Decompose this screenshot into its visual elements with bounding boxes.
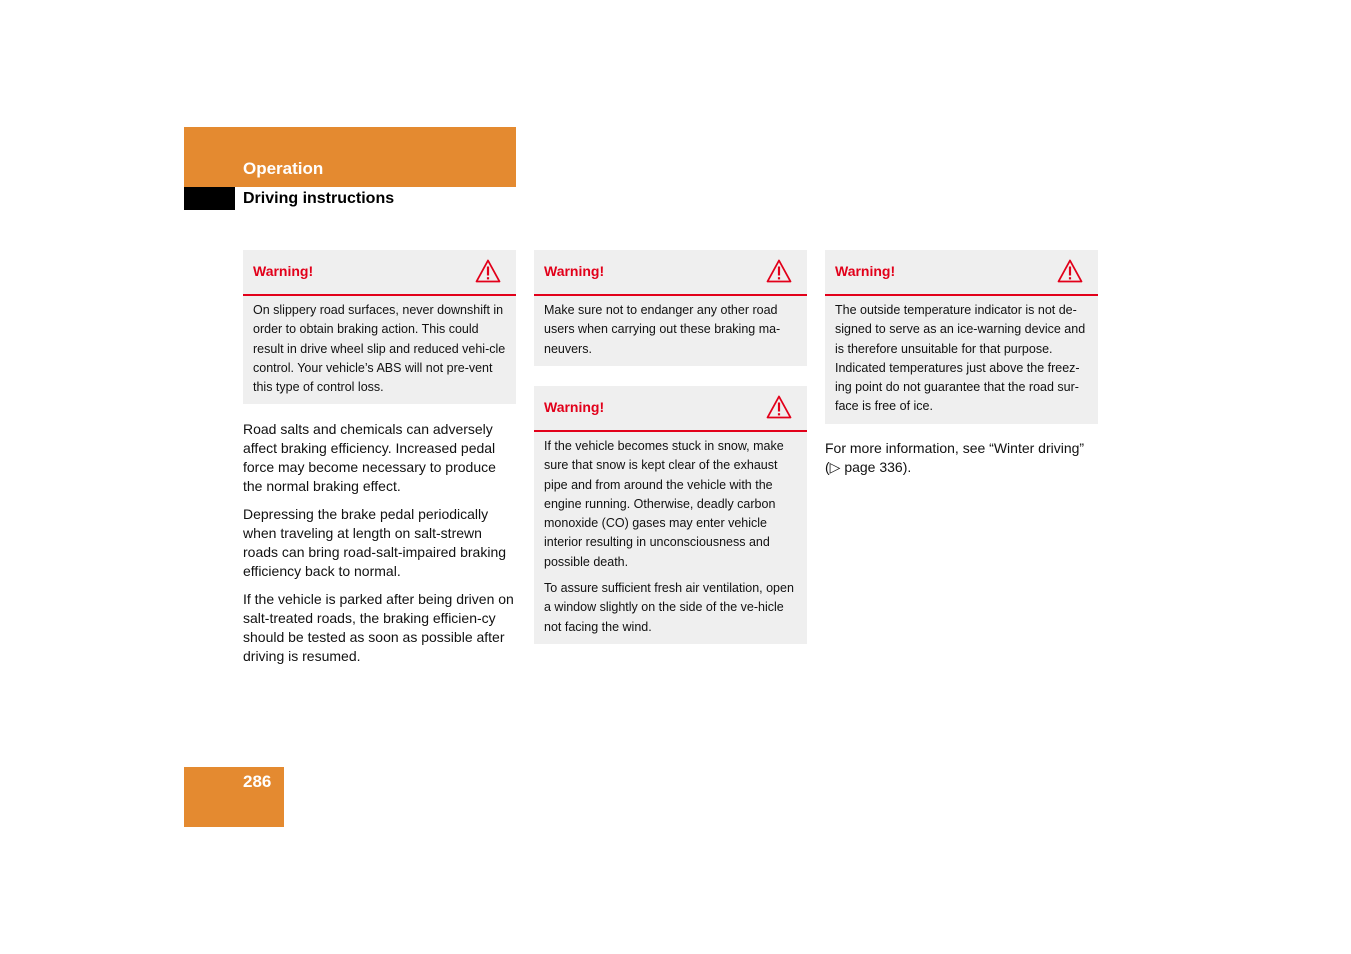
warning-text: The outside temperature indicator is not de-signed to serve as an ice-warning device and is therefore unsuitable for that purpose. Indicated temperatures just above the freez-ing point do not guarantee that the road sur-face is free of ice. [835, 303, 1086, 414]
warning-triangle-icon [1057, 259, 1083, 283]
page-number: 286 [243, 772, 272, 791]
warning-triangle-icon [766, 259, 792, 283]
warning-text: To assure sufficient fresh air ventilation, open a window slightly on the side of the ve-hicle not facing the wind. [544, 581, 794, 634]
warning-body [534, 296, 807, 366]
subsection-title: Driving instructions [243, 190, 395, 207]
warning-box-temperature [825, 250, 1098, 424]
header-bar [184, 127, 516, 187]
warning-text: On slippery road surfaces, never downshift in order to obtain braking action. This could result in drive wheel slip and reduced vehi-cle control. Your vehicle’s ABS will not pre-vent this type of control loss. [253, 303, 506, 395]
warning-text: Make sure not to endanger any other road users when carrying out these braking ma-neuvers. [544, 303, 781, 356]
warning-header [243, 250, 516, 296]
warning-header [534, 386, 807, 432]
paragraph-parked-vehicle: If the vehicle is parked after being driven on salt-treated roads, the braking efficien-cy should be tested as soon as possible after driving is resumed. [243, 591, 514, 664]
warning-title: Warning! [544, 263, 605, 279]
warning-title: Warning! [544, 399, 605, 415]
warning-body [243, 296, 516, 404]
warning-box-endanger [534, 250, 807, 366]
warning-triangle-icon [766, 395, 792, 419]
warning-title: Warning! [253, 263, 314, 279]
paragraph-more-info: For more information, see “Winter driving” (▷ page 336). [825, 440, 1085, 475]
warning-box-snow [534, 386, 807, 644]
left-column-text [243, 420, 518, 675]
section-marker [184, 187, 235, 210]
warning-body [534, 432, 807, 644]
warning-header [534, 250, 807, 296]
warning-triangle-icon [475, 259, 501, 283]
paragraph-depressing-brake: Depressing the brake pedal periodically when traveling at length on salt-strewn roads can bring road-salt-impaired braking efficiency back to normal. [243, 506, 507, 579]
warning-box-downshift [243, 250, 516, 404]
section-title: Operation [243, 159, 324, 178]
paragraph-road-salts: Road salts and chemicals can adversely affect braking efficiency. Increased pedal force may become necessary to produce the normal braking effect. [243, 421, 496, 494]
warning-title: Warning! [835, 263, 896, 279]
warning-body [825, 296, 1098, 424]
warning-text: If the vehicle becomes stuck in snow, make sure that snow is kept clear of the exhaust pipe and from around the vehicle with the engine running. Otherwise, deadly carbon monoxide (CO) gases may enter vehicle interior resulting in unconsciousness and possible death. [544, 439, 784, 569]
right-column-text [825, 439, 1100, 486]
warning-header [825, 250, 1098, 296]
